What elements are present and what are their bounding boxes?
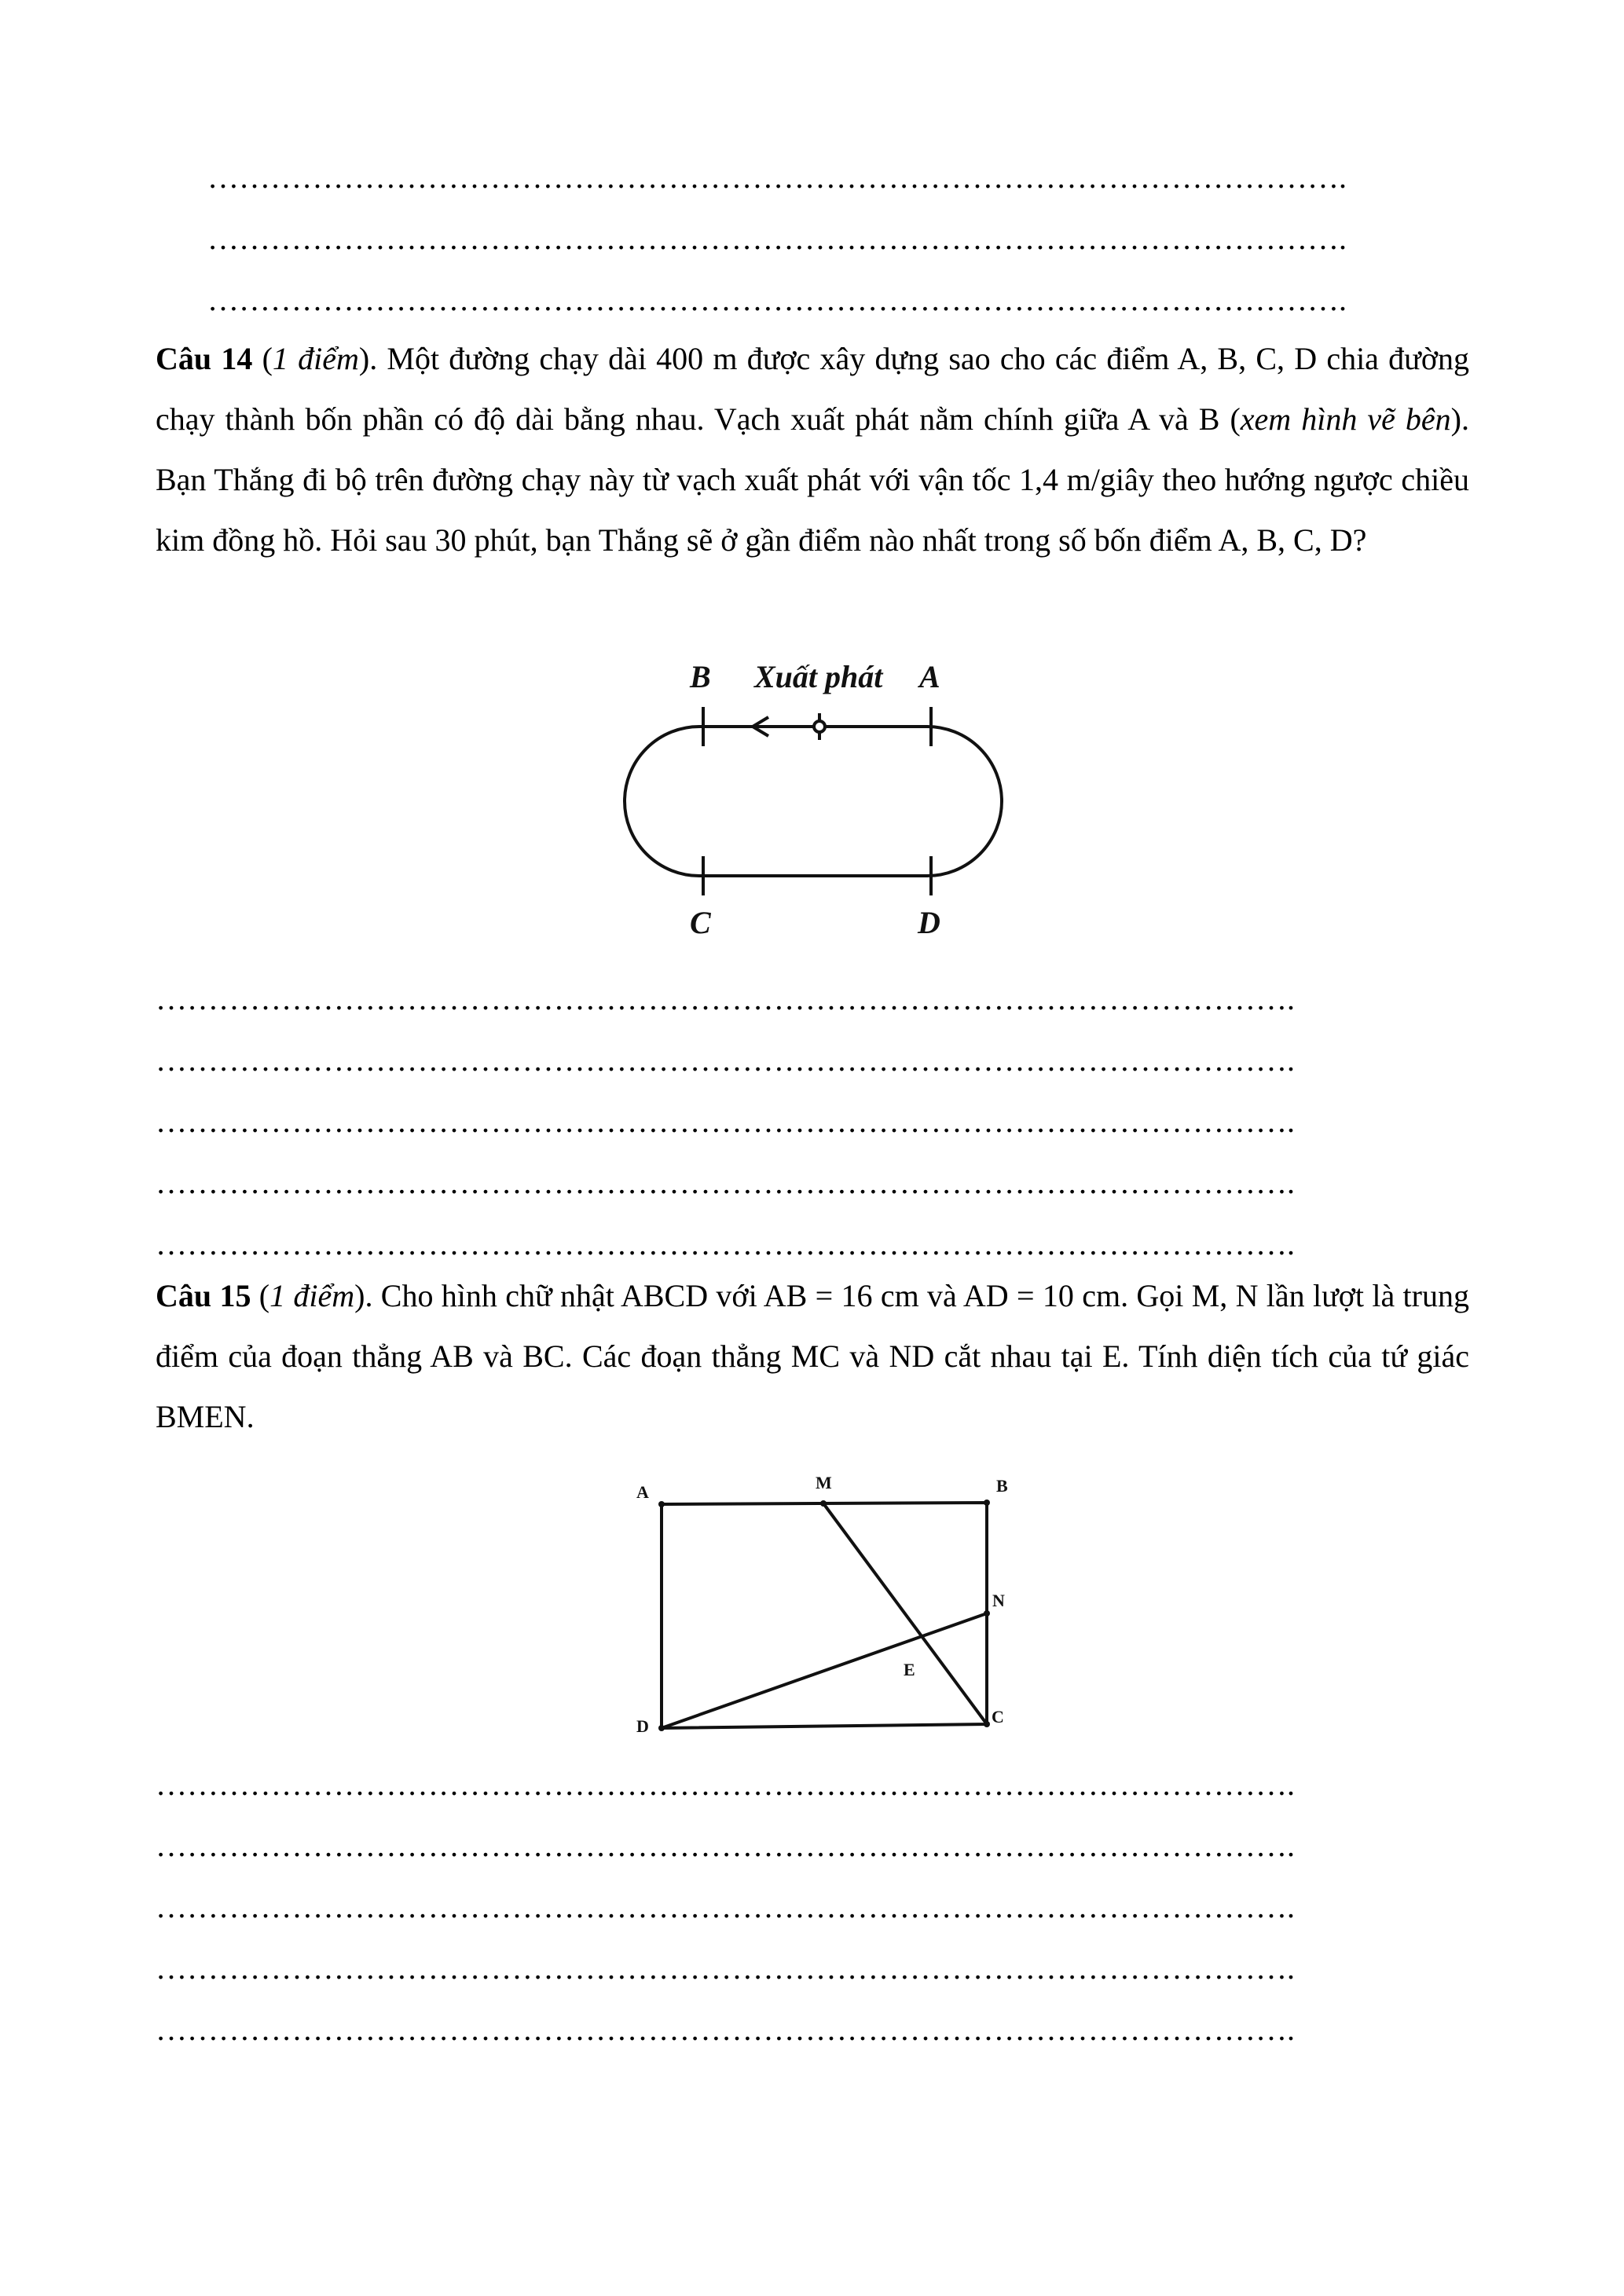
answer-line: ………………………………………………………………………………………………. bbox=[156, 1828, 1295, 1863]
answer-lines-top bbox=[207, 154, 1347, 338]
answer-line: ………………………………………………………………………………………………. bbox=[156, 1226, 1295, 1262]
question-14-title: Câu 14 bbox=[156, 341, 253, 376]
answer-line: ………………………………………………………………………………………………. bbox=[156, 1165, 1295, 1200]
track-label-start: Xuất phát bbox=[754, 659, 883, 694]
question-15-points: 1 điểm bbox=[269, 1278, 355, 1313]
rect-label-a: A bbox=[636, 1482, 649, 1502]
track-label-d: D bbox=[918, 905, 940, 940]
rect-label-m: M bbox=[816, 1473, 832, 1492]
answer-line: ………………………………………………………………………………………………. bbox=[207, 282, 1347, 317]
answer-line: ………………………………………………………………………………………………. bbox=[207, 221, 1347, 256]
answer-line: ………………………………………………………………………………………………. bbox=[156, 981, 1295, 1016]
start-point bbox=[814, 721, 825, 732]
rect-label-d: D bbox=[636, 1716, 649, 1736]
rect-label-c: C bbox=[992, 1707, 1004, 1727]
question-14: Câu 14 (1 điểm). Một đường chạy dài 400 m được xây dựng sao cho các điểm A, B, C, D chia đường chạy thành bốn phần có độ dài bằng nhau. Vạch xuất phát nằm chính giữa A và B (xem hình vẽ bên). Bạn Thắng đi bộ trên đường chạy này từ vạch xuất phát với vận tốc 1,4 m/giây theo hướng ngược chiều kim đồng hồ. Hỏi sau 30 phút, bạn Thắng sẽ ở gần điểm nào nhất trong số bốn điểm A, B, C, D? bbox=[156, 341, 1469, 558]
question-14-text-2: ). Bạn Thắng đi bộ trên đường chạy này từ vạch xuất phát với vận tốc 1,4 m/giây theo hướng ngược chiều kim đồng hồ. Hỏi sau 30 phút, bạn Thắng sẽ ở gần điểm nào nhất trong số bốn điểm A, B, C, D? bbox=[156, 401, 1469, 558]
segment-nd bbox=[662, 1613, 987, 1728]
answer-lines-q14 bbox=[156, 976, 1295, 1282]
answer-line: ………………………………………………………………………………………………. bbox=[156, 1104, 1295, 1139]
question-14-text-1: ). Một đường chạy dài 400 m được xây dựng sao cho các điểm A, B, C, D chia đường chạy thành bốn phần có độ dài bằng nhau. Vạch xuất phát nằm chính giữa A và B ( bbox=[156, 341, 1469, 437]
question-15-title: Câu 15 bbox=[156, 1278, 251, 1313]
running-track-figure bbox=[613, 644, 1021, 950]
rect-label-b: B bbox=[996, 1476, 1008, 1496]
track-label-a: A bbox=[919, 659, 940, 694]
answer-line: ………………………………………………………………………………………………. bbox=[156, 1042, 1295, 1078]
answer-line: ………………………………………………………………………………………………. bbox=[156, 2012, 1295, 2047]
rectangle-abcd bbox=[662, 1503, 987, 1728]
track-label-c: C bbox=[690, 905, 711, 940]
question-15-text: ). Cho hình chữ nhật ABCD với AB = 16 cm và AD = 10 cm. Gọi M, N lần lượt là trung điểm của đoạn thẳng AB và BC. Các đoạn thẳng MC và ND cắt nhau tại E. Tính diện tích của tứ giác BMEN. bbox=[156, 1278, 1469, 1434]
answer-lines-q15 bbox=[156, 1761, 1295, 2067]
segment-mc bbox=[823, 1503, 987, 1724]
rect-label-n: N bbox=[992, 1591, 1005, 1610]
answer-line: ………………………………………………………………………………………………. bbox=[207, 159, 1347, 195]
track-label-b: B bbox=[690, 659, 711, 694]
question-14-points: 1 điểm bbox=[272, 341, 359, 376]
question-14-note: xem hình vẽ bên bbox=[1240, 401, 1451, 437]
rectangle-figure bbox=[613, 1457, 1037, 1748]
rect-label-e: E bbox=[904, 1660, 915, 1679]
answer-line: ………………………………………………………………………………………………. bbox=[156, 1950, 1295, 1986]
question-15: Câu 15 (1 điểm). Cho hình chữ nhật ABCD với AB = 16 cm và AD = 10 cm. Gọi M, N lần lượt là trung điểm của đoạn thẳng AB và BC. Các đoạn thẳng MC và ND cắt nhau tại E. Tính diện tích của tứ giác BMEN. bbox=[156, 1278, 1469, 1434]
track-outline bbox=[625, 727, 1002, 876]
answer-line: ………………………………………………………………………………………………. bbox=[156, 1889, 1295, 1924]
answer-line: ………………………………………………………………………………………………. bbox=[156, 1767, 1295, 1802]
